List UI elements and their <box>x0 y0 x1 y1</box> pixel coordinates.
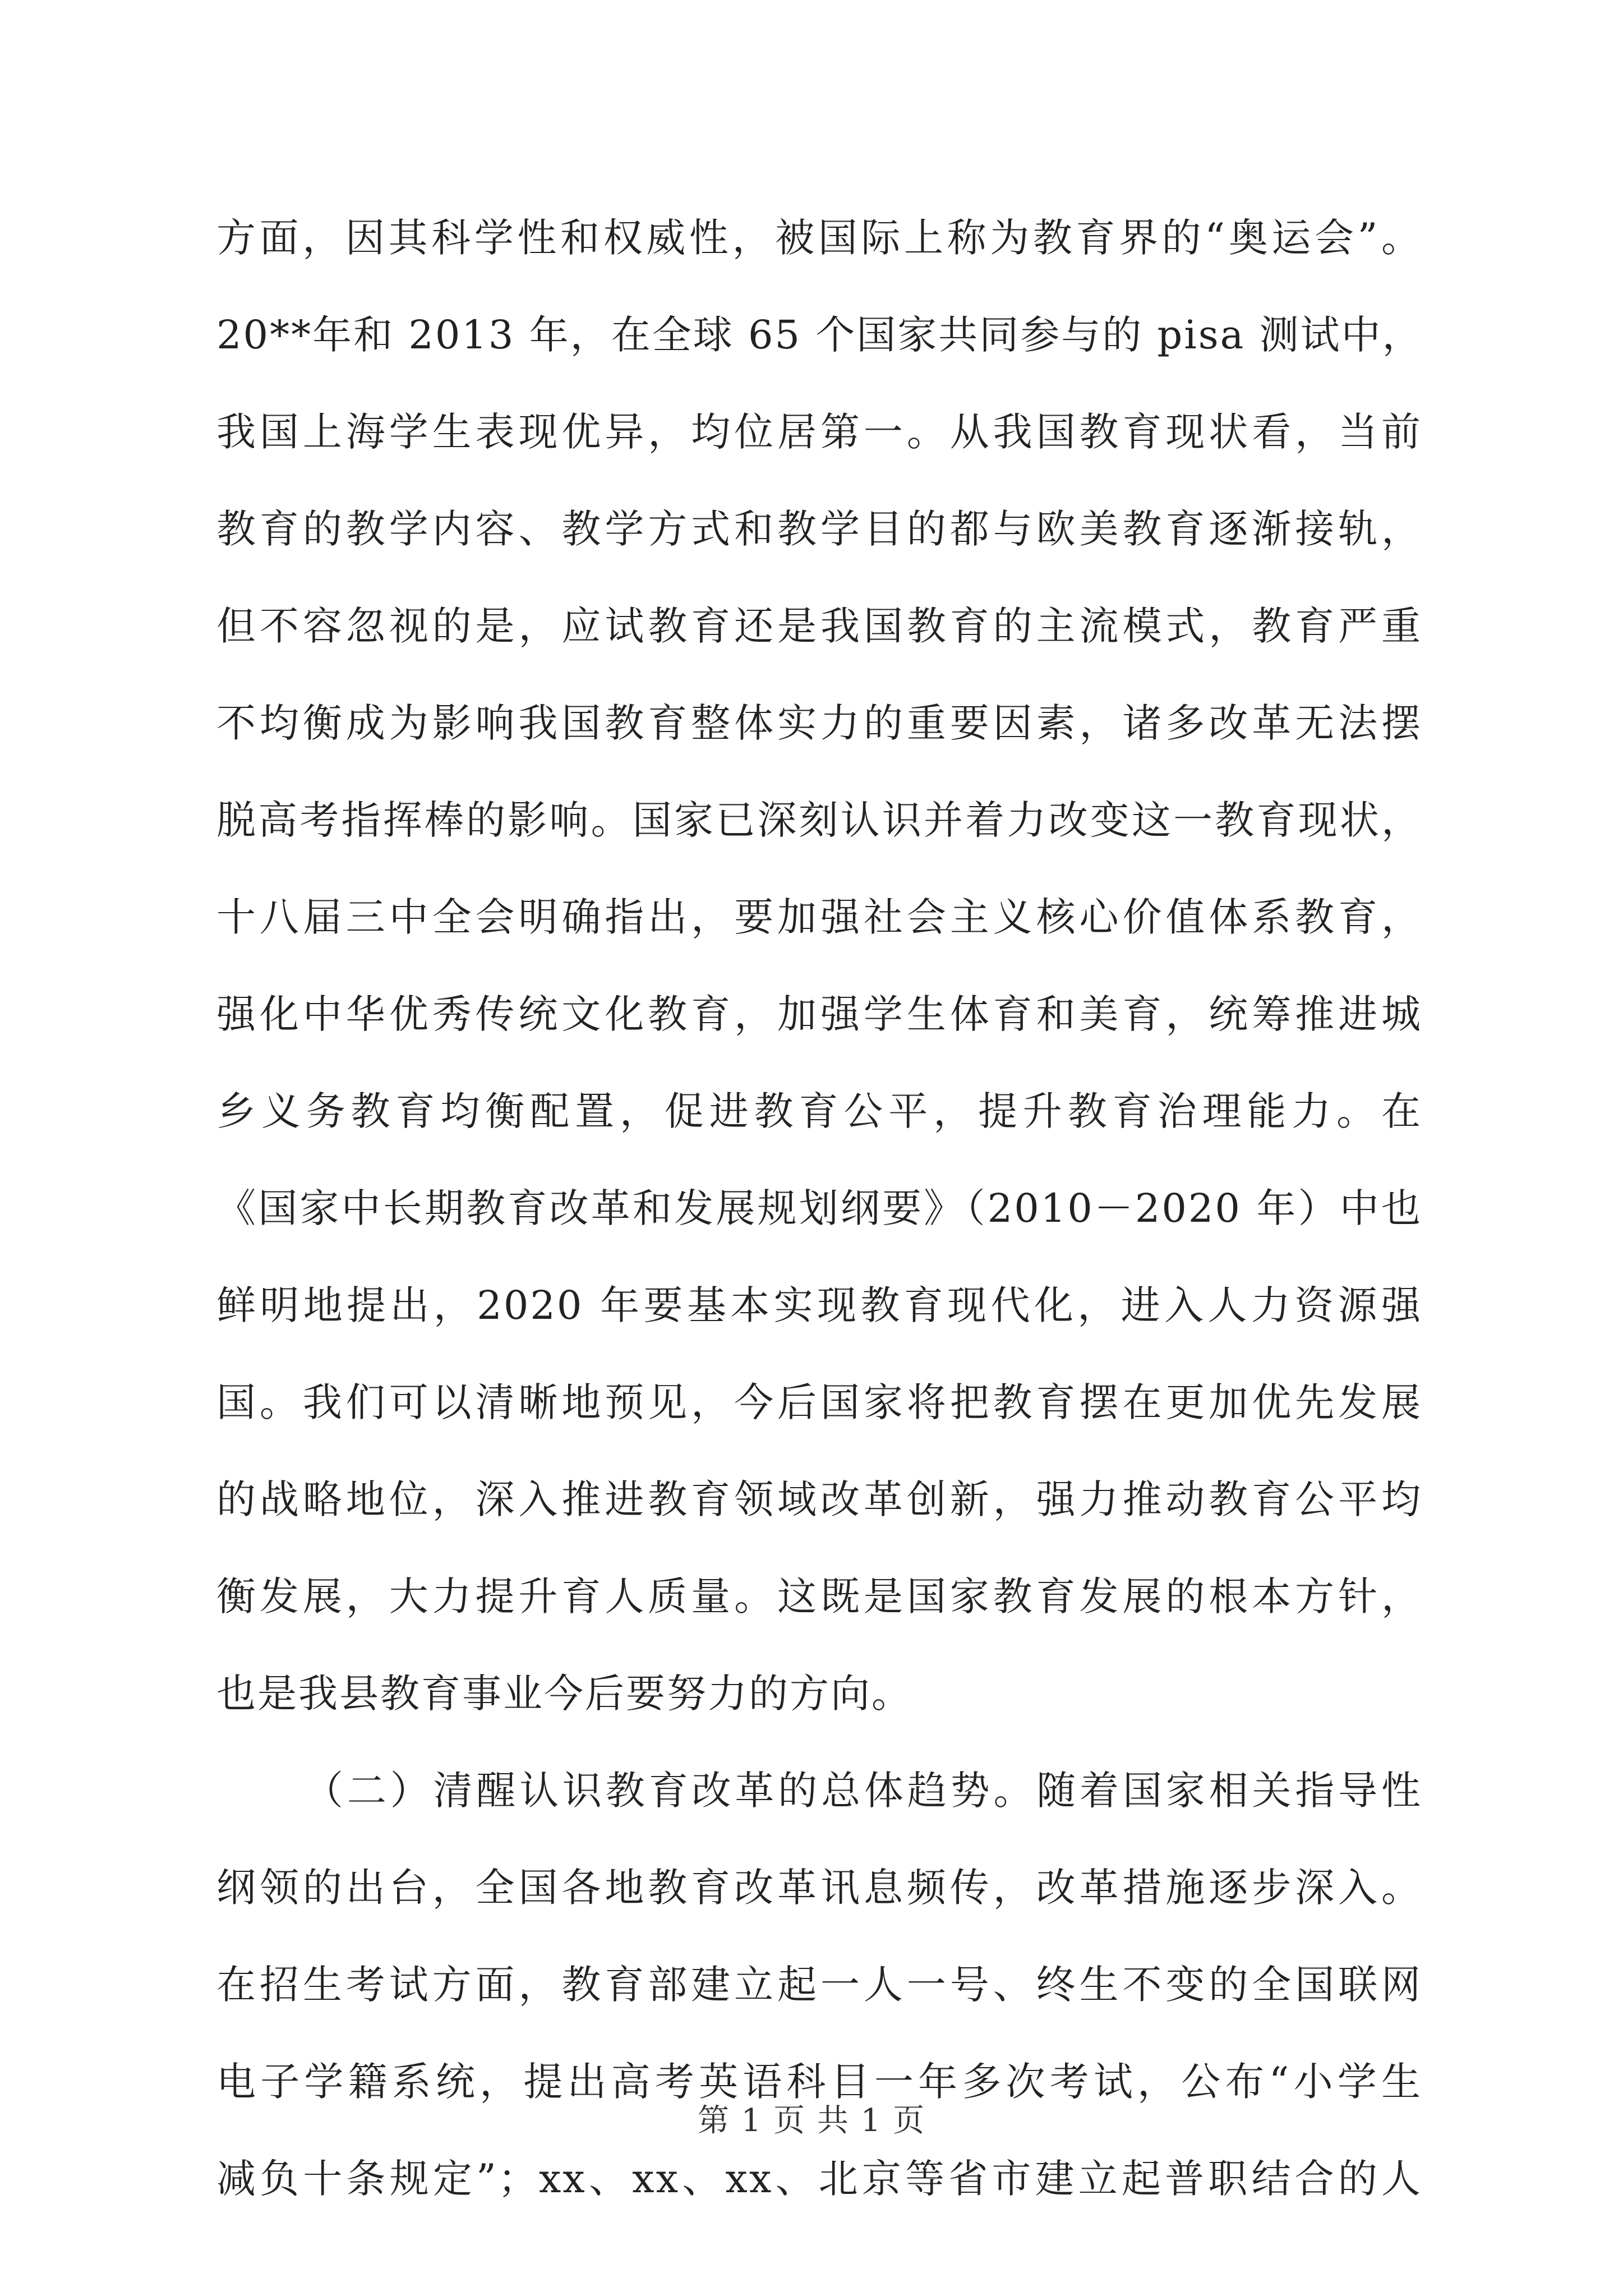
text-line: 我国上海学生表现优异，均位居第一。从我国教育现状看，当前 <box>216 409 1422 455</box>
body-text <box>216 190 1422 2228</box>
text-line: 的战略地位，深入推进教育领域改革创新，强力推动教育公平均 <box>216 1476 1422 1522</box>
text-line: 不均衡成为影响我国教育整体实力的重要因素，诸多改革无法摆 <box>216 700 1422 746</box>
text-line: 纲领的出台，全国各地教育改革讯息频传，改革措施逐步深入。 <box>216 1865 1422 1911</box>
text-line: 方面，因其科学性和权威性，被国际上称为教育界的“奥运会”。 <box>216 215 1422 261</box>
section-heading-line: （二）清醒认识教育改革的总体趋势。随着国家相关指导性 <box>304 1768 1422 1814</box>
text-line: 衡发展，大力提升育人质量。这既是国家教育发展的根本方针， <box>216 1573 1422 1619</box>
page-footer: 第 1 页 共 1 页 <box>697 2102 926 2139</box>
text-line: 《国家中长期教育改革和发展规划纲要》（2010－2020 年）中也 <box>216 1185 1422 1231</box>
text-line: 国。我们可以清晰地预见，今后国家将把教育摆在更加优先发展 <box>216 1379 1422 1425</box>
text-line: 电子学籍系统，提出高考英语科目一年多次考试，公布“小学生 <box>216 2059 1422 2105</box>
text-line: 乡义务教育均衡配置，促进教育公平，提升教育治理能力。在 <box>216 1088 1422 1134</box>
text-line: 强化中华优秀传统文化教育，加强学生体育和美育，统筹推进城 <box>216 991 1422 1037</box>
text-line: 十八届三中全会明确指出，要加强社会主义核心价值体系教育， <box>216 894 1422 940</box>
paragraph-end-line: 也是我县教育事业今后要努力的方向。 <box>216 1671 912 1717</box>
text-line: 但不容忽视的是，应试教育还是我国教育的主流模式，教育严重 <box>216 603 1422 649</box>
text-line: 脱高考指挥棒的影响。国家已深刻认识并着力改变这一教育现状， <box>216 797 1422 843</box>
text-line: 鲜明地提出，2020 年要基本实现教育现代化，进入人力资源强 <box>216 1282 1422 1328</box>
text-line: 20**年和 2013 年，在全球 65 个国家共同参与的 pisa 测试中， <box>216 312 1423 358</box>
text-line: 教育的教学内容、教学方式和教学目的都与欧美教育逐渐接轨， <box>216 506 1422 552</box>
text-line: 在招生考试方面，教育部建立起一人一号、终生不变的全国联网 <box>216 1962 1422 2008</box>
text-line: 减负十条规定”；xx、xx、xx、北京等省市建立起普职结合的人 <box>216 2156 1422 2202</box>
